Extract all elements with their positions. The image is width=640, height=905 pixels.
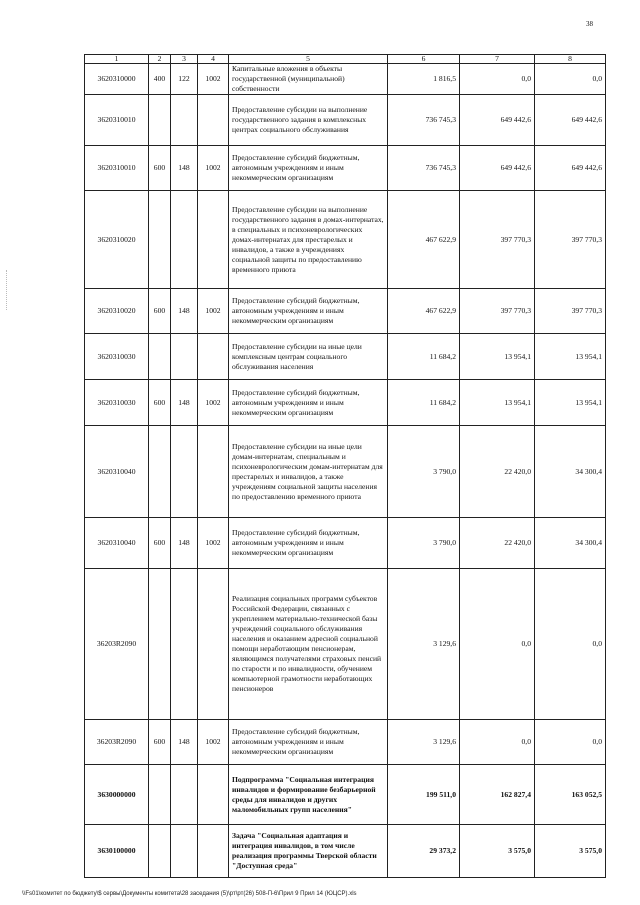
cell-code: 3620310020 — [85, 289, 149, 334]
cell-col4 — [198, 426, 229, 518]
cell-col6: 11 684,2 — [388, 334, 460, 380]
header-cell: 7 — [460, 55, 535, 64]
cell-col2 — [149, 765, 171, 825]
table-row — [85, 380, 606, 426]
cell-col3: 148 — [171, 146, 198, 191]
cell-code: 3620310020 — [85, 191, 149, 289]
header-cell: 1 — [85, 55, 149, 64]
cell-description: Капитальные вложения в объекты государственной (муниципальной) собственности — [229, 64, 388, 95]
cell-col2: 600 — [149, 518, 171, 569]
cell-col8: 34 300,4 — [535, 518, 606, 569]
cell-code: 3630000000 — [85, 765, 149, 825]
cell-col2 — [149, 191, 171, 289]
cell-col4 — [198, 95, 229, 146]
cell-col4: 1002 — [198, 64, 229, 95]
cell-col2 — [149, 334, 171, 380]
cell-col7: 13 954,1 — [460, 380, 535, 426]
cell-col8: 0,0 — [535, 720, 606, 765]
cell-code: 3620310030 — [85, 380, 149, 426]
cell-col7: 3 575,0 — [460, 825, 535, 878]
cell-col2: 600 — [149, 289, 171, 334]
cell-col7: 0,0 — [460, 64, 535, 95]
table-row — [85, 765, 606, 825]
cell-col6: 467 622,9 — [388, 191, 460, 289]
cell-description: Предоставление субсидии на выполнение государственного задания в комплексных центрах социального обслуживания — [229, 95, 388, 146]
cell-col6: 3 129,6 — [388, 569, 460, 720]
cell-col4 — [198, 334, 229, 380]
cell-col2 — [149, 825, 171, 878]
footer-file-path: \\Fs01\комитет по бюджету\$ сервы\Документы комитета\28 заседания (5)\рт\рт(26) 508-П-6\Прил 9 Прил 14 (ЮЦСР).xls — [22, 891, 357, 897]
scan-artifact — [6, 270, 9, 310]
cell-col4: 1002 — [198, 720, 229, 765]
cell-col6: 3 790,0 — [388, 426, 460, 518]
page-number: 38 — [586, 20, 593, 28]
cell-col8: 163 052,5 — [535, 765, 606, 825]
cell-col8: 0,0 — [535, 569, 606, 720]
cell-col8: 0,0 — [535, 64, 606, 95]
cell-description: Предоставление субсидий бюджетным, автономным учреждениям и иным некоммерческим организациям — [229, 289, 388, 334]
cell-col7: 649 442,6 — [460, 95, 535, 146]
cell-col4 — [198, 191, 229, 289]
cell-col4: 1002 — [198, 289, 229, 334]
cell-col3 — [171, 95, 198, 146]
cell-col3 — [171, 191, 198, 289]
cell-code: 3620310010 — [85, 95, 149, 146]
table-row — [85, 569, 606, 720]
cell-col7: 397 770,3 — [460, 289, 535, 334]
cell-description: Задача "Социальная адаптация и интеграция инвалидов, в том числе реализация программы Тверской области "Доступная среда" — [229, 825, 388, 878]
table-row — [85, 146, 606, 191]
table-row — [85, 334, 606, 380]
header-cell: 8 — [535, 55, 606, 64]
cell-code: 3620310040 — [85, 426, 149, 518]
cell-col7: 0,0 — [460, 569, 535, 720]
cell-col2: 400 — [149, 64, 171, 95]
header-cell: 3 — [171, 55, 198, 64]
cell-col7: 0,0 — [460, 720, 535, 765]
table-row — [85, 95, 606, 146]
cell-description: Предоставление субсидий бюджетным, автономным учреждениям и иным некоммерческим организациям — [229, 146, 388, 191]
cell-col4 — [198, 825, 229, 878]
table-row — [85, 64, 606, 95]
cell-col8: 3 575,0 — [535, 825, 606, 878]
cell-col3: 122 — [171, 64, 198, 95]
budget-table — [84, 54, 606, 878]
cell-col4 — [198, 569, 229, 720]
cell-col8: 34 300,4 — [535, 426, 606, 518]
table-row — [85, 825, 606, 878]
cell-col4: 1002 — [198, 146, 229, 191]
cell-col3 — [171, 569, 198, 720]
cell-description: Предоставление субсидии на выполнение государственного задания в домах-интернатах, в специальных и психоневрологических домах-интернатах для престарелых и инвалидов, а также в учреждениях социальной защиты по предоставлению временного приюта — [229, 191, 388, 289]
cell-col3: 148 — [171, 720, 198, 765]
cell-description: Предоставление субсидий бюджетным, автономным учреждениям и иным некоммерческим организациям — [229, 720, 388, 765]
cell-code: 3630100000 — [85, 825, 149, 878]
cell-code: 36203R2090 — [85, 720, 149, 765]
cell-col6: 1 816,5 — [388, 64, 460, 95]
header-row — [85, 55, 606, 64]
cell-col6: 11 684,2 — [388, 380, 460, 426]
cell-col2: 600 — [149, 720, 171, 765]
cell-code: 3620310040 — [85, 518, 149, 569]
cell-description: Реализация социальных программ субъектов Российской Федерации, связанных с укреплением материально-технической базы учреждений социального обслуживания населения и оказанием адресной социальной помощи неработающим пенсионерам, являющимся получателями страховых пенсий по старости и по инвалидности, обучением компьютерной грамотности неработающих пенсионеров — [229, 569, 388, 720]
cell-col6: 736 745,3 — [388, 146, 460, 191]
cell-col2: 600 — [149, 380, 171, 426]
cell-col7: 13 954,1 — [460, 334, 535, 380]
cell-description: Предоставление субсидий бюджетным, автономным учреждениям и иным некоммерческим организациям — [229, 380, 388, 426]
cell-col8: 13 954,1 — [535, 334, 606, 380]
cell-col6: 467 622,9 — [388, 289, 460, 334]
cell-code: 36203R2090 — [85, 569, 149, 720]
cell-description: Предоставление субсидии на иные цели комплексным центрам социального обслуживания населения — [229, 334, 388, 380]
cell-col6: 3 790,0 — [388, 518, 460, 569]
table-row — [85, 426, 606, 518]
cell-description: Предоставление субсидий бюджетным, автономным учреждениям и иным некоммерческим организациям — [229, 518, 388, 569]
cell-col4 — [198, 765, 229, 825]
cell-col8: 649 442,6 — [535, 95, 606, 146]
header-cell: 2 — [149, 55, 171, 64]
cell-col7: 22 420,0 — [460, 426, 535, 518]
cell-col7: 22 420,0 — [460, 518, 535, 569]
cell-col3 — [171, 334, 198, 380]
cell-code: 3620310010 — [85, 146, 149, 191]
cell-code: 3620310030 — [85, 334, 149, 380]
cell-col3: 148 — [171, 380, 198, 426]
header-cell: 4 — [198, 55, 229, 64]
cell-description: Подпрограмма "Социальная интеграция инвалидов и формирование безбарьерной среды для инвалидов и других маломобильных групп населения" — [229, 765, 388, 825]
cell-col3: 148 — [171, 289, 198, 334]
header-cell: 5 — [229, 55, 388, 64]
cell-col2: 600 — [149, 146, 171, 191]
cell-col4: 1002 — [198, 380, 229, 426]
cell-col3 — [171, 765, 198, 825]
cell-col8: 397 770,3 — [535, 289, 606, 334]
cell-col8: 397 770,3 — [535, 191, 606, 289]
cell-col6: 3 129,6 — [388, 720, 460, 765]
cell-col8: 13 954,1 — [535, 380, 606, 426]
cell-col2 — [149, 569, 171, 720]
cell-description: Предоставление субсидии на иные цели домам-интернатам, специальным и психоневрологическим домам-интернатам для престарелых и инвалидов, а также учреждениям социальной защиты населения по предоставлению временного приюта — [229, 426, 388, 518]
cell-col4: 1002 — [198, 518, 229, 569]
cell-col2 — [149, 426, 171, 518]
cell-col7: 397 770,3 — [460, 191, 535, 289]
cell-col6: 736 745,3 — [388, 95, 460, 146]
table-row — [85, 289, 606, 334]
cell-col3 — [171, 426, 198, 518]
cell-col3: 148 — [171, 518, 198, 569]
table-row — [85, 518, 606, 569]
table-row — [85, 720, 606, 765]
header-cell: 6 — [388, 55, 460, 64]
cell-col2 — [149, 95, 171, 146]
cell-col7: 162 827,4 — [460, 765, 535, 825]
table-row — [85, 191, 606, 289]
cell-col8: 649 442,6 — [535, 146, 606, 191]
cell-col6: 199 511,0 — [388, 765, 460, 825]
cell-col7: 649 442,6 — [460, 146, 535, 191]
cell-col3 — [171, 825, 198, 878]
cell-col6: 29 373,2 — [388, 825, 460, 878]
cell-code: 3620310000 — [85, 64, 149, 95]
